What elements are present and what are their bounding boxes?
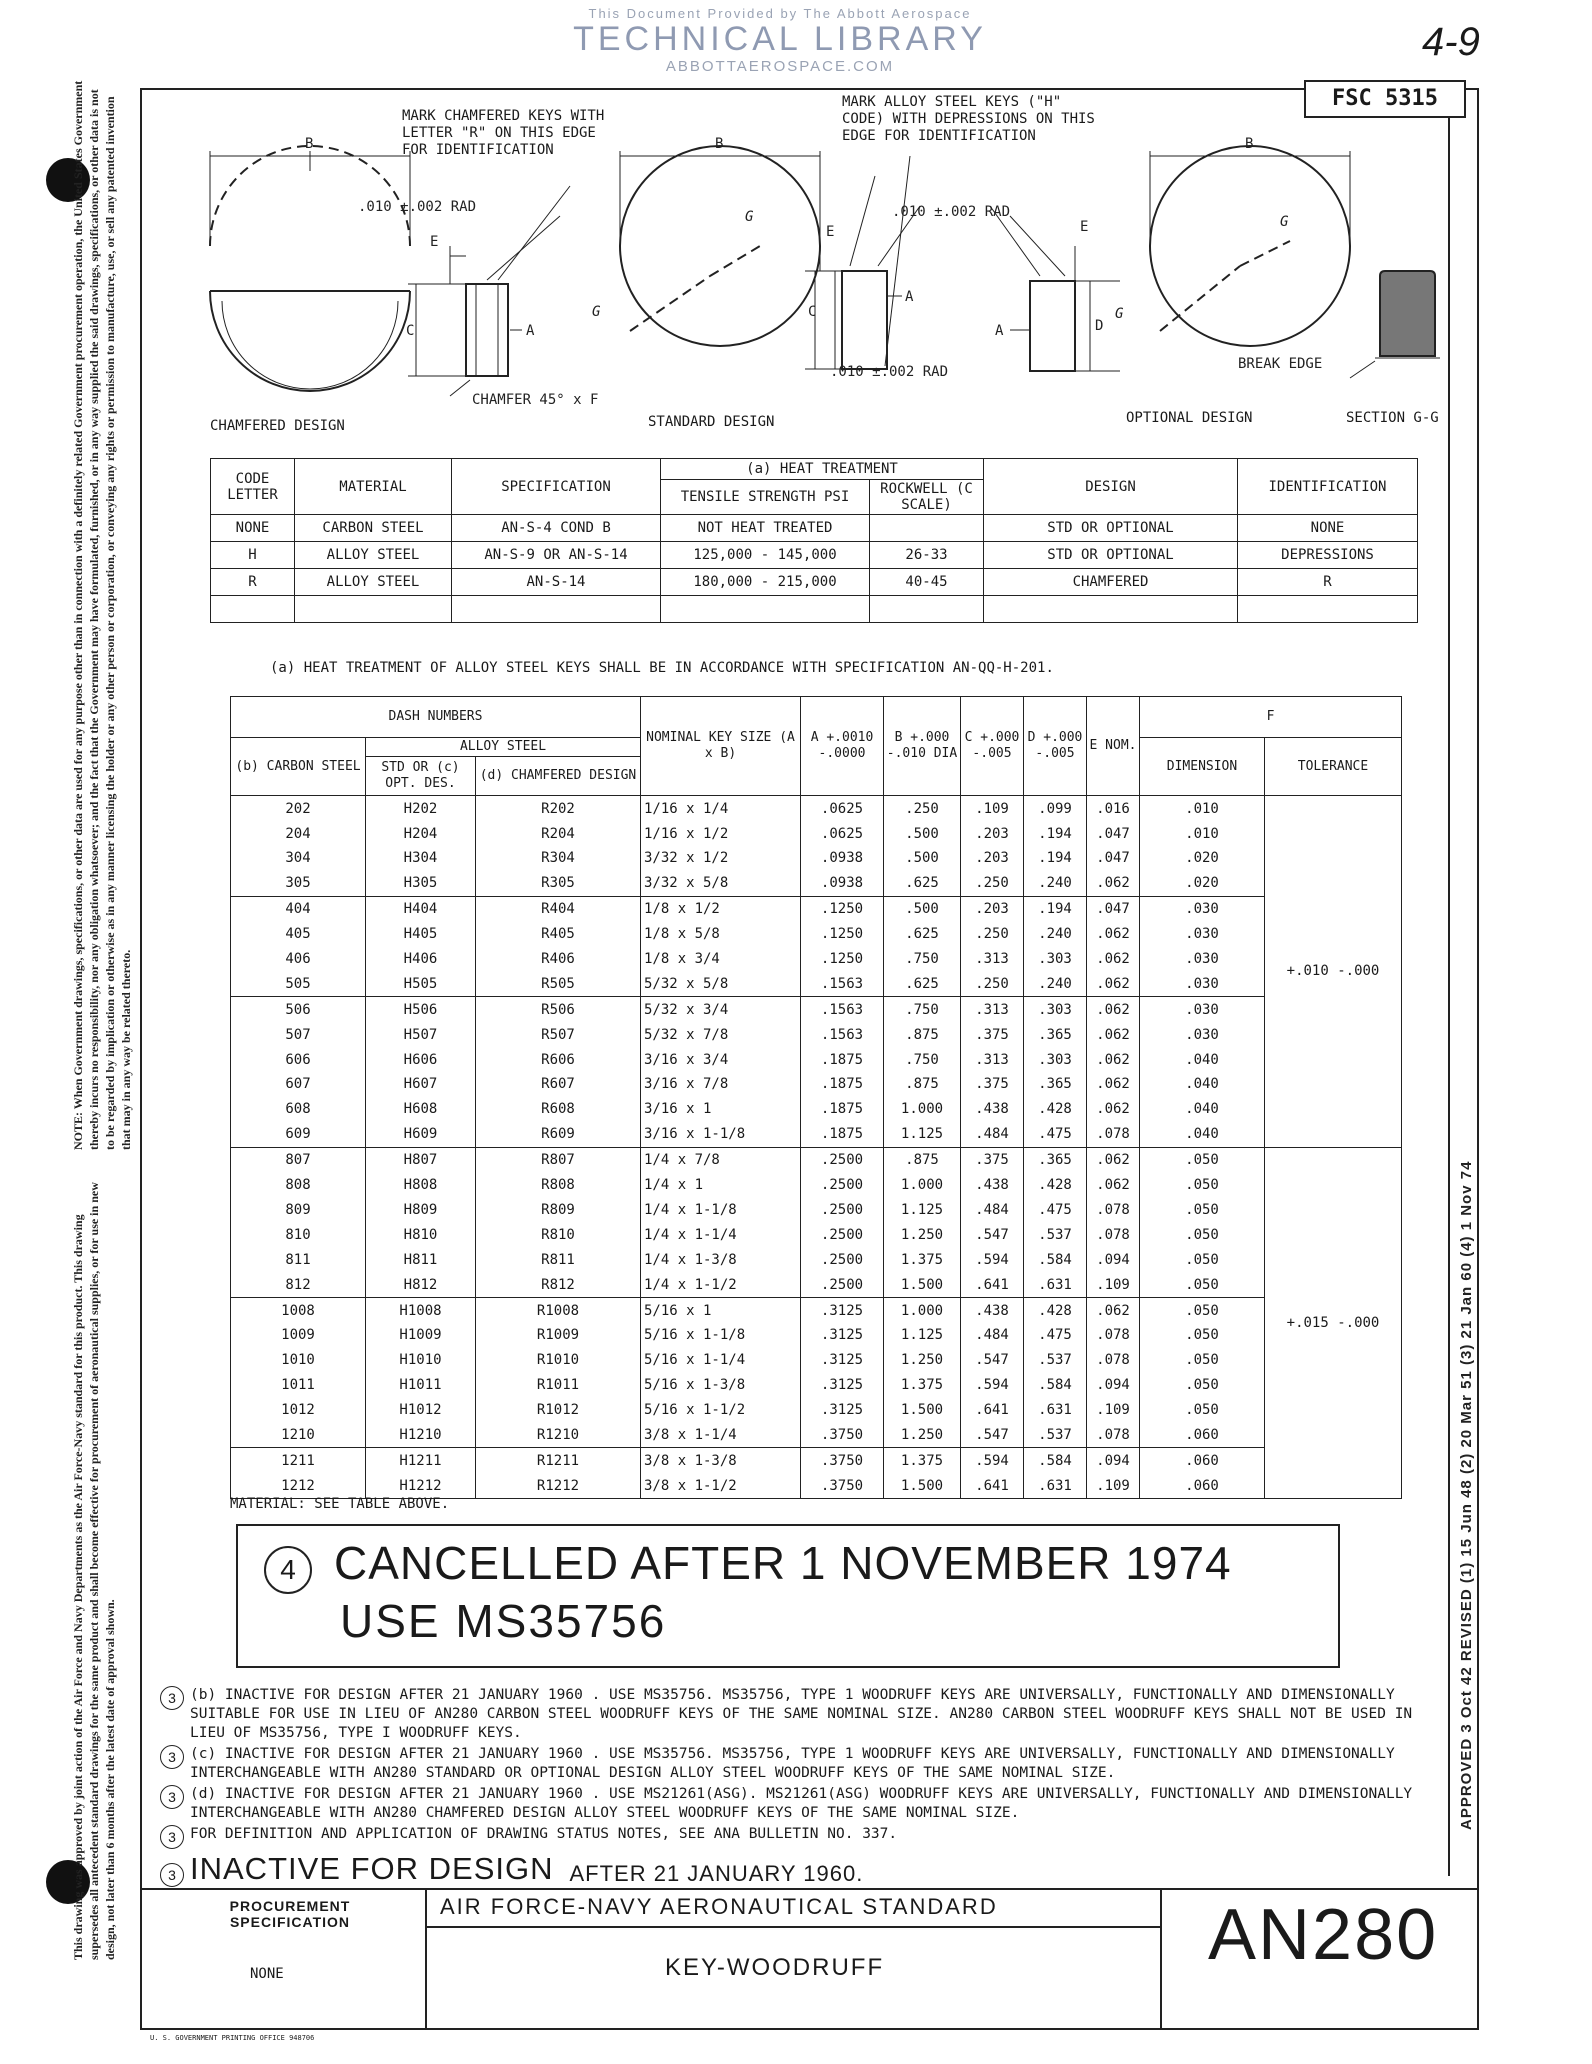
table-row: 809 H809 R809 1/4 x 1-1/8 .2500 1.125 .484 .475 .078 .050 bbox=[231, 1198, 1402, 1223]
cancel-line-1: CANCELLED AFTER 1 NOVEMBER 1974 bbox=[334, 1537, 1232, 1589]
note-b: 3 (b) INACTIVE FOR DESIGN AFTER 21 JANUARY 1960 . USE MS35756. MS35756, TYPE 1 WOODRUFF KEYS ARE UNIVERSALLY, FUNCTIONALLY AND DIMENSIONALLY SUITABLE FOR USE IN LIEU OF AN280 CARBON STEEL WOODRUFF KEYS OF THE SAME NOMINAL SIZE. AN280 CARBON STEEL WOODRUFF KEYS SHALL NOT BE USED IN LIEU OF MS35756, TYPE I WOODRUFF KEYS. bbox=[160, 1686, 1450, 1743]
note-d: 3 (d) INACTIVE FOR DESIGN AFTER 21 JANUARY 1960 . USE MS21261(ASG). MS21261(ASG) WOODRUFF KEYS ARE UNIVERSALLY, FUNCTIONALLY AND DIMENSIONALLY INTERCHANGEABLE WITH AN280 CHAMFERED DESIGN ALLOY STEEL WOODRUFF KEYS OF THE SAME NOMINAL SIZE. bbox=[160, 1785, 1450, 1823]
fsc-code: FSC 5315 bbox=[1304, 80, 1466, 118]
label-a-1: A bbox=[526, 323, 535, 339]
rad-label-1: .010 ±.002 RAD bbox=[358, 199, 477, 215]
rev-circle: 3 bbox=[160, 1745, 184, 1769]
table-row: 1012 H1012 R1012 5/16 x 1-1/2 .3125 1.500 .641 .631 .109 .050 bbox=[231, 1398, 1402, 1423]
caption-optional-design: OPTIONAL DESIGN bbox=[1126, 410, 1253, 426]
header-library: TECHNICAL LIBRARY bbox=[573, 20, 987, 58]
table-row: 606 H606 R606 3/16 x 3/4 .1875 .750 .313 .303 .062 .040 bbox=[231, 1047, 1402, 1072]
title-block-divider-1 bbox=[425, 1888, 427, 2028]
cancel-revision-circle: 4 bbox=[264, 1546, 312, 1594]
dim-header-b: B +.000 -.010 DIA bbox=[884, 697, 961, 796]
caption-section-gg: SECTION G-G bbox=[1346, 410, 1439, 426]
table-row: H ALLOY STEEL AN-S-9 OR AN-S-14 125,000 - 145,000 26-33 STD OR OPTIONAL DEPRESSIONS bbox=[211, 542, 1418, 569]
dimension-table bbox=[230, 696, 1402, 1499]
side-note-government: NOTE: When Government drawings, specifications, or other data are used for any purpose other than in connection with a definitely related Government procurement operation, the United States Government thereby incurs no responsibility, nor any obligation whatsoever; and the fact that the Government may have formulated, furnished, or in any way supplied the said drawings, specifications, or other data is not to be regarded by implication or otherwise as in any manner licensing the holder or any other person or corporation, or conveying any rights or permission to manufacture, use, or sell any patented invention that may in any way be related thereto. bbox=[71, 80, 133, 1150]
dim-header-nominal: NOMINAL KEY SIZE (A x B) bbox=[641, 697, 801, 796]
dimension-rows bbox=[231, 796, 1402, 1499]
dim-header-ftol: TOLERANCE bbox=[1265, 738, 1402, 796]
table-row: 1011 H1011 R1011 5/16 x 1-3/8 .3125 1.375 .594 .584 .094 .050 bbox=[231, 1373, 1402, 1398]
label-d-3: D bbox=[1095, 318, 1104, 334]
table-row: 1211 H1211 R1211 3/8 x 1-3/8 .3750 1.375 .594 .584 .094 .060 bbox=[231, 1448, 1402, 1473]
revision-history: APPROVED 3 Oct 42 REVISED (1) 15 Jun 48 (2) 20 Mar 51 (3) 21 Jan 60 (4) 1 Nov 74 bbox=[1458, 1160, 1475, 1830]
mat-header-rockwell: ROCKWELL (C SCALE) bbox=[870, 480, 984, 515]
header-provided: This Document Provided by The Abbott Aerospace bbox=[588, 6, 972, 21]
dim-header-f: F bbox=[1140, 697, 1402, 738]
table-row: 609 H609 R609 3/16 x 1-1/8 .1875 1.125 .484 .475 .078 .040 bbox=[231, 1122, 1402, 1147]
part-title: KEY-WOODRUFF bbox=[665, 1954, 885, 1981]
label-a-2: A bbox=[905, 289, 914, 305]
table-row: 607 H607 R607 3/16 x 7/8 .1875 .875 .375 .365 .062 .040 bbox=[231, 1072, 1402, 1097]
material-table bbox=[210, 458, 1418, 623]
mat-header-material: MATERIAL bbox=[295, 459, 452, 515]
table-row: 505 H505 R505 5/32 x 5/8 .1563 .625 .250 .240 .062 .030 bbox=[231, 971, 1402, 996]
page-number: 4-9 bbox=[1422, 20, 1480, 64]
table-row: 405 H405 R405 1/8 x 5/8 .1250 .625 .250 .240 .062 .030 bbox=[231, 922, 1402, 947]
break-edge-label: BREAK EDGE bbox=[1238, 356, 1323, 372]
rev-circle: 3 bbox=[160, 1785, 184, 1809]
mark-chamfered-note: MARK CHAMFERED KEYS WITH LETTER "R" ON THIS EDGE FOR IDENTIFICATION bbox=[402, 108, 605, 158]
table-row: 204 H204 R204 1/16 x 1/2 .0625 .500 .203 .194 .047 .010 bbox=[231, 821, 1402, 846]
standard-title: AIR FORCE-NAVY AERONAUTICAL STANDARD bbox=[440, 1894, 998, 1919]
table-row: NONE CARBON STEEL AN-S-4 COND B NOT HEAT TREATED STD OR OPTIONAL NONE bbox=[211, 515, 1418, 542]
table-row bbox=[211, 596, 1418, 623]
table-row: R ALLOY STEEL AN-S-14 180,000 - 215,000 40-45 CHAMFERED R bbox=[211, 569, 1418, 596]
inactive-date: AFTER 21 JANUARY 1960. bbox=[569, 1861, 864, 1886]
title-block-divider-2 bbox=[1160, 1888, 1162, 2028]
printing-office: U. S. GOVERNMENT PRINTING OFFICE 948706 bbox=[150, 2034, 315, 2042]
side-note-approval: This drawing was approved by joint action of the Air Force and Navy Departments as the Air Force-Navy standard for this product. This drawing supersedes all antecedent standard drawings for the same product and shall become effective for procurement of aeronautical supplies, or for use in new design, not later than 6 months after the latest date of approval shown. bbox=[71, 1182, 117, 1960]
label-c-1: C bbox=[406, 323, 415, 339]
caption-standard-design: STANDARD DESIGN bbox=[648, 414, 775, 430]
tolerance-group-1: +.010 -.000 bbox=[1265, 796, 1402, 1147]
dim-header-std: STD OR (c) OPT. DES. bbox=[366, 757, 476, 796]
heat-treatment-note: (a) HEAT TREATMENT OF ALLOY STEEL KEYS SHALL BE IN ACCORDANCE WITH SPECIFICATION AN-QQ-H-201. bbox=[270, 660, 1054, 676]
rad-label-2: .010 ±.002 RAD bbox=[892, 204, 1011, 220]
table-row: 1210 H1210 R1210 3/8 x 1-1/4 .3750 1.250 .547 .537 .078 .060 bbox=[231, 1423, 1402, 1448]
tolerance-group-2: +.015 -.000 bbox=[1265, 1147, 1402, 1498]
rev-circle: 3 bbox=[160, 1686, 184, 1710]
note-status: 3 FOR DEFINITION AND APPLICATION OF DRAWING STATUS NOTES, SEE ANA BULLETIN NO. 337. bbox=[160, 1825, 1450, 1849]
table-row: 304 H304 R304 3/32 x 1/2 .0938 .500 .203 .194 .047 .020 bbox=[231, 846, 1402, 871]
table-row: 1009 H1009 R1009 5/16 x 1-1/8 .3125 1.125 .484 .475 .078 .050 bbox=[231, 1323, 1402, 1348]
caption-chamfered-design: CHAMFERED DESIGN bbox=[210, 418, 345, 434]
label-b-1: B bbox=[305, 136, 314, 152]
label-b-3: B bbox=[1245, 136, 1254, 152]
header-url: ABBOTTAEROSPACE.COM bbox=[665, 58, 895, 75]
label-g-3: G bbox=[1280, 214, 1289, 230]
label-e-2: E bbox=[826, 224, 835, 240]
label-c-2: C bbox=[808, 304, 817, 320]
mat-header-tensile: TENSILE STRENGTH PSI bbox=[661, 480, 870, 515]
table-row: 608 H608 R608 3/16 x 1 .1875 1.000 .438 .428 .062 .040 bbox=[231, 1097, 1402, 1122]
cancel-line-2: USE MS35756 bbox=[340, 1595, 667, 1647]
table-row: 1212 H1212 R1212 3/8 x 1-1/2 .3750 1.500 .641 .631 .109 .060 bbox=[231, 1473, 1402, 1498]
table-row: 507 H507 R507 5/32 x 7/8 .1563 .875 .375 .365 .062 .030 bbox=[231, 1022, 1402, 1047]
rad-label-3: .010 ±.002 RAD bbox=[830, 364, 949, 380]
table-row: 1010 H1010 R1010 5/16 x 1-1/4 .3125 1.250 .547 .537 .078 .050 bbox=[231, 1348, 1402, 1373]
material-note: MATERIAL: SEE TABLE ABOVE. bbox=[230, 1496, 450, 1512]
material-rows bbox=[211, 515, 1418, 623]
mat-header-ident: IDENTIFICATION bbox=[1238, 459, 1418, 515]
dim-header-alloy: ALLOY STEEL bbox=[366, 738, 641, 757]
label-a-3: A bbox=[995, 323, 1004, 339]
dim-header-a: A +.0010 -.0000 bbox=[801, 697, 884, 796]
table-row: 812 H812 R812 1/4 x 1-1/2 .2500 1.500 .641 .631 .109 .050 bbox=[231, 1272, 1402, 1297]
note-c: 3 (c) INACTIVE FOR DESIGN AFTER 21 JANUARY 1960 . USE MS35756. MS35756, TYPE 1 WOODRUFF KEYS ARE UNIVERSALLY, FUNCTIONALLY AND DIMENSIONALLY INTERCHANGEABLE WITH AN280 STANDARD OR OPTIONAL DESIGN ALLOY STEEL WOODRUFF KEYS OF THE SAME NOMINAL SIZE. bbox=[160, 1745, 1450, 1783]
inactive-big: INACTIVE FOR DESIGN bbox=[190, 1851, 554, 1886]
label-g-1: G bbox=[745, 209, 754, 225]
mark-alloy-note: MARK ALLOY STEEL KEYS ("H" CODE) WITH DEPRESSIONS ON THIS EDGE FOR IDENTIFICATION bbox=[842, 94, 1095, 144]
table-row: 404 H404 R404 1/8 x 1/2 .1250 .500 .203 .194 .047 .030 bbox=[231, 896, 1402, 921]
dim-header-carbon: (b) CARBON STEEL bbox=[231, 738, 366, 796]
dim-header-c: C +.000 -.005 bbox=[961, 697, 1024, 796]
dim-header-d: D +.000 -.005 bbox=[1024, 697, 1087, 796]
procurement-value: NONE bbox=[250, 1966, 284, 1982]
table-row: 406 H406 R406 1/8 x 3/4 .1250 .750 .313 .303 .062 .030 bbox=[231, 947, 1402, 972]
chamfer-label: CHAMFER 45° x F bbox=[472, 392, 599, 408]
mat-header-code: CODE LETTER bbox=[211, 459, 295, 515]
procurement-label: PROCUREMENT SPECIFICATION bbox=[229, 1898, 351, 1930]
label-g-4: G bbox=[1115, 306, 1124, 322]
mat-header-design: DESIGN bbox=[984, 459, 1238, 515]
mat-header-spec: SPECIFICATION bbox=[452, 459, 661, 515]
table-row: 202 H202 R202 1/16 x 1/4 .0625 .250 .109 .099 .016 .010 +.010 -.000 bbox=[231, 796, 1402, 821]
inactive-line bbox=[160, 1851, 1450, 1887]
rev-circle: 3 bbox=[160, 1825, 184, 1849]
title-block-top-line bbox=[140, 1888, 1477, 1890]
table-row: 1008 H1008 R1008 5/16 x 1 .3125 1.000 .438 .428 .062 .050 bbox=[231, 1298, 1402, 1323]
notes-block bbox=[160, 1686, 1450, 1887]
mat-header-heat: (a) HEAT TREATMENT bbox=[661, 459, 984, 480]
table-row: 810 H810 R810 1/4 x 1-1/4 .2500 1.250 .547 .537 .078 .050 bbox=[231, 1222, 1402, 1247]
label-b-2: B bbox=[715, 136, 724, 152]
key-diagram bbox=[150, 96, 1450, 446]
title-block-divider-3 bbox=[427, 1926, 1160, 1928]
table-row: 506 H506 R506 5/32 x 3/4 .1563 .750 .313 .303 .062 .030 bbox=[231, 997, 1402, 1022]
dim-header-e: E NOM. bbox=[1087, 697, 1140, 796]
table-row: 811 H811 R811 1/4 x 1-3/8 .2500 1.375 .594 .584 .094 .050 bbox=[231, 1247, 1402, 1272]
dim-header-fdim: DIMENSION bbox=[1140, 738, 1265, 796]
dim-header-dash: DASH NUMBERS bbox=[231, 697, 641, 738]
label-e-3: E bbox=[1080, 219, 1089, 235]
table-row: 807 H807 R807 1/4 x 7/8 .2500 .875 .375 .365 .062 .050 +.015 -.000 bbox=[231, 1147, 1402, 1172]
rev-circle: 3 bbox=[160, 1863, 184, 1887]
label-g-2: G bbox=[592, 304, 601, 320]
table-row: 808 H808 R808 1/4 x 1 .2500 1.000 .438 .428 .062 .050 bbox=[231, 1173, 1402, 1198]
table-row: 305 H305 R305 3/32 x 5/8 .0938 .625 .250 .240 .062 .020 bbox=[231, 871, 1402, 896]
cancelled-stamp bbox=[236, 1524, 1340, 1668]
dim-header-chamf: (d) CHAMFERED DESIGN bbox=[476, 757, 641, 796]
label-e-1: E bbox=[430, 234, 439, 250]
standard-number: AN280 bbox=[1208, 1895, 1439, 1975]
